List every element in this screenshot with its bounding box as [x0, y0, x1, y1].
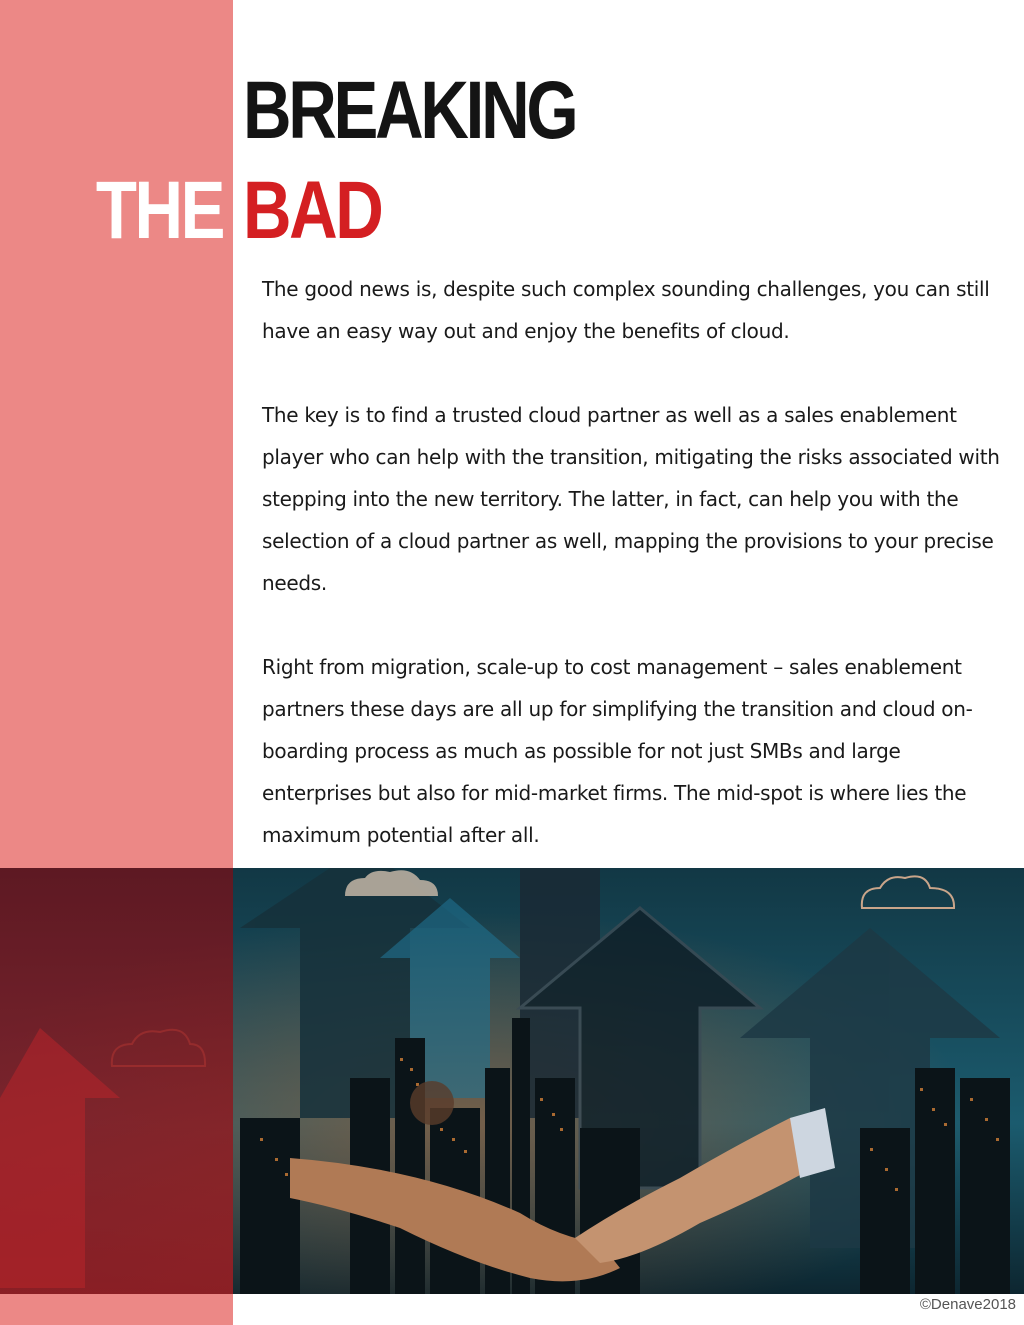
title-bad: BAD: [243, 165, 382, 256]
title-breaking: BREAKING: [243, 65, 576, 156]
handshake-city-illustration: [0, 868, 1024, 1294]
paragraph-3: Right from migration, scale-up to cost management – sales enablement partners these days are all up for simplifying the transition and cloud on-boarding process as much as possible for not just SMBs and large enterprises but also for mid-market firms. The mid-spot is where lies the maximum potential after all.: [262, 655, 973, 847]
paragraph-1: The good news is, despite such complex sounding challenges, you can still have an easy way out and enjoy the benefits of cloud.: [262, 277, 990, 343]
handshake-city-photo: [0, 868, 1024, 1294]
copyright-notice: ©Denave2018: [919, 1296, 1016, 1313]
left-accent-band: [0, 0, 233, 868]
body-text: [262, 268, 1007, 898]
paragraph-2: The key is to find a trusted cloud partner as well as a sales enablement player who can help with the transition, mitigating the risks associated with stepping into the new territory. The latter, in fact, can help you with the selection of a cloud partner as well, mapping the provisions to your precise needs.: [262, 403, 1000, 595]
title-the: THE: [95, 165, 223, 256]
left-accent-band-bottom: [0, 1294, 233, 1325]
